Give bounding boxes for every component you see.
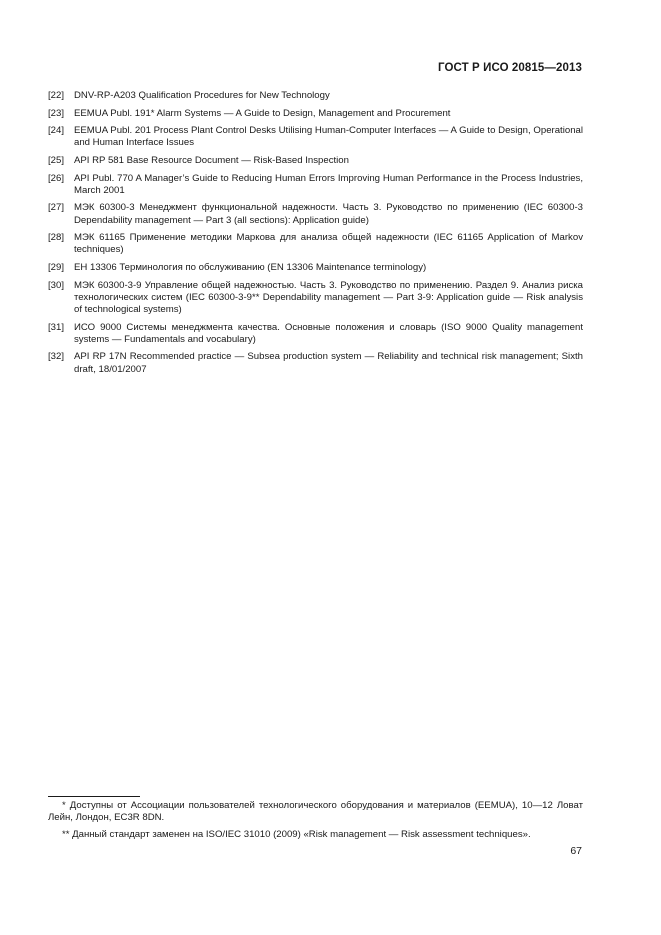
reference-number: [24] — [48, 125, 65, 137]
footnotes — [48, 800, 583, 847]
reference-number: [25] — [48, 154, 65, 166]
reference-number: [29] — [48, 261, 65, 273]
reference-number: [30] — [48, 279, 65, 291]
footnote-divider — [48, 796, 140, 797]
reference-text: МЭК 61165 Применение методики Маркова для анализа общей надежности (IEC 61165 Application of Markov techniques) — [74, 232, 583, 256]
reference-item — [48, 155, 583, 167]
bibliography-list — [48, 90, 583, 381]
page-header-standard-code: ГОСТ Р ИСО 20815—2013 — [437, 62, 582, 74]
reference-text: ЕН 13306 Терминология по обслуживанию (EN 13306 Maintenance terminology) — [74, 261, 427, 273]
reference-item — [48, 232, 583, 256]
reference-number: [27] — [48, 202, 65, 214]
reference-item — [48, 351, 583, 375]
reference-item — [48, 202, 583, 226]
reference-item — [48, 322, 583, 346]
reference-text: EEMUA Publ. 191* Alarm Systems — A Guide to Design, Management and Procurement — [74, 107, 451, 119]
reference-number: [31] — [48, 321, 65, 333]
reference-number: [23] — [48, 107, 65, 119]
reference-text: ИСО 9000 Системы менеджмента качества. Основные положения и словарь (ISO 9000 Quality management systems — Fundamentals and vocabulary) — [74, 321, 583, 345]
reference-item — [48, 108, 583, 120]
reference-item — [48, 262, 583, 274]
footnote-2: ** Данный стандарт заменен на ISO/IEC 31010 (2009) «Risk management — Risk assessment techniques». — [62, 829, 531, 841]
reference-item — [48, 125, 583, 149]
reference-number: [26] — [48, 172, 65, 184]
reference-text: EEMUA Publ. 201 Process Plant Control Desks Utilising Human-Computer Interfaces — A Guide to Design, Operational and Human Interface Issues — [74, 125, 583, 149]
footnote-1: * Доступны от Ассоциации пользователей технологического оборудования и материалов (EEMUA), 10—12 Ловат Лейн, Лондон, EC3R 8DN. — [48, 800, 583, 824]
reference-number: [28] — [48, 232, 65, 244]
reference-item — [48, 280, 583, 317]
reference-text: DNV-RP-A203 Qualification Procedures for New Technology — [74, 90, 330, 101]
reference-item — [48, 173, 583, 197]
reference-number: [22] — [48, 90, 65, 101]
reference-text: API RP 17N Recommended practice — Subsea production system — Reliability and technical risk management; Sixth draft, 18/01/2007 — [74, 351, 583, 375]
reference-item — [48, 90, 583, 102]
reference-text: МЭК 60300-3 Менеджмент функциональной надежности. Часть 3. Руководство по применению (IEC 60300-3 Dependability management — Part 3 (all sections): Application guide) — [74, 202, 583, 226]
reference-text: API RP 581 Base Resource Document — Risk-Based Inspection — [74, 154, 349, 166]
reference-text: API Publ. 770 A Manager’s Guide to Reducing Human Errors Improving Human Performance in the Process Industries, March 2001 — [74, 172, 583, 196]
reference-text: МЭК 60300-3-9 Управление общей надежностью. Часть 3. Руководство по применению. Раздел 9. Анализ риска технологических систем (IEC 60300-3-9** Dependability management — Part 3-9: Application guide — Risk analysis of technological systems) — [74, 279, 583, 315]
reference-number: [32] — [48, 351, 65, 363]
page-number: 67 — [570, 845, 582, 857]
